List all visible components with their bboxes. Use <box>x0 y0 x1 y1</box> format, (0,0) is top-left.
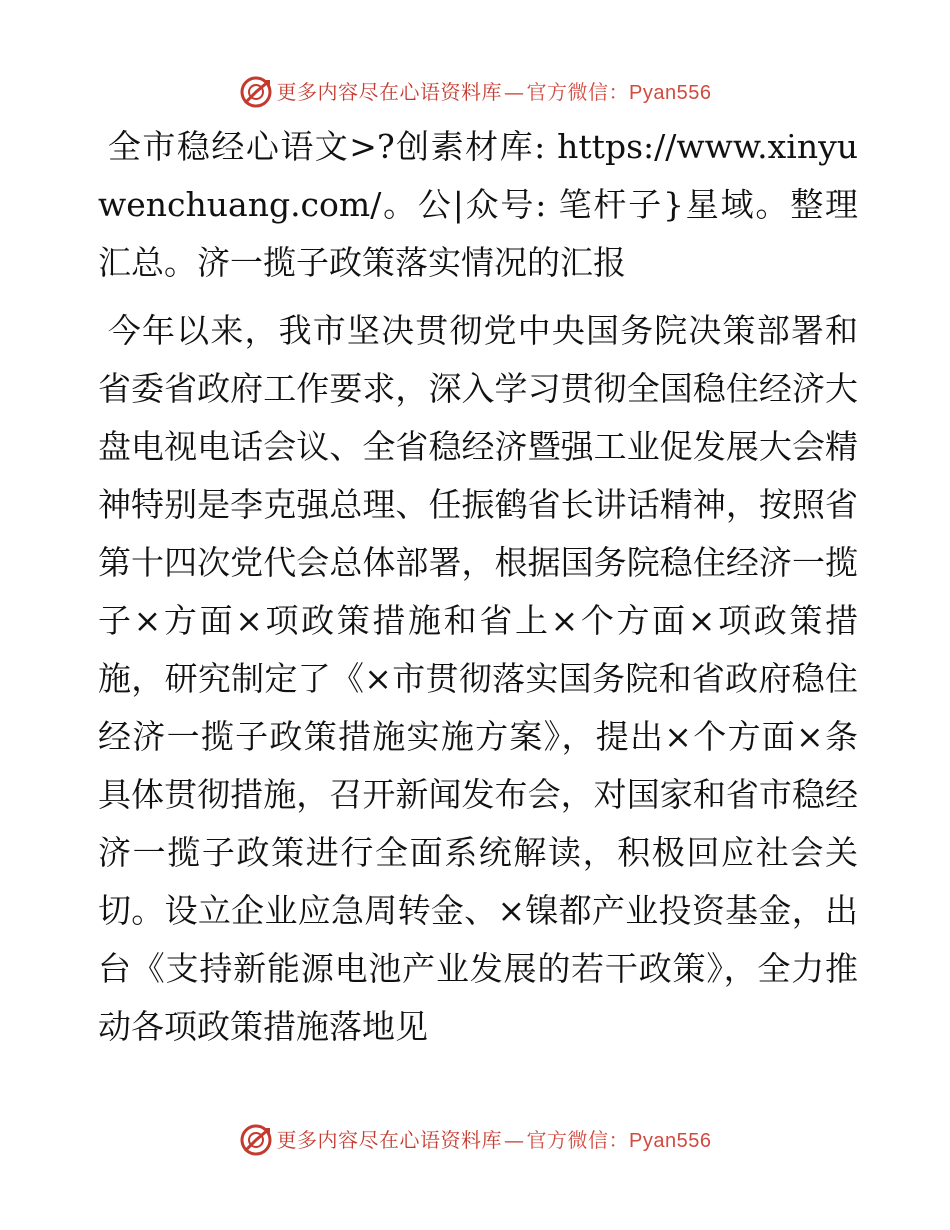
banner-slogan: 更多内容尽在心语资料库 <box>276 79 503 104</box>
banner-account: Pyan556 <box>629 81 712 104</box>
banner-text <box>277 72 712 113</box>
footer-separator: — <box>504 1127 525 1152</box>
footer-slogan: 更多内容尽在心语资料库 <box>276 1127 503 1152</box>
paragraph-1 <box>98 118 858 292</box>
footer-wechat-label: 官方微信： <box>526 1127 630 1152</box>
paragraph-2-text: 今年以来，我市坚决贯彻党中央国务院决策部署和省委省政府工作要求，深入学习贯彻全国稳住经济大盘电视电话会议、全省稳经济暨强工业促发展大会精神特别是李克强总理、任振鹤省长讲话精神，按照省第十四次党代会总体部署，根据国务院稳住经济一揽子×方面×项政策措施和省上×个方面×项政策措施，研究制定了《×市贯彻落实国务院和省政府稳住经济一揽子政策措施实施方案》，提出×个方面×条具体贯彻措施，召开新闻发布会，对国家和省市稳经济一揽子政策进行全面系统解读，积极回应社会关切。设立企业应急周转金、×镍都产业投资基金，出台《支持新能源电池产业发展的若干政策》，全力推动各项政策措施落地见 <box>98 311 858 1046</box>
banner-separator: — <box>504 79 525 104</box>
brand-logo-icon <box>239 75 273 109</box>
footer-banner <box>0 1120 950 1160</box>
footer-account: Pyan556 <box>629 1129 712 1152</box>
banner-wechat-label: 官方微信： <box>526 79 630 104</box>
header-banner <box>0 72 950 112</box>
paragraph-2 <box>98 302 858 1056</box>
paragraph-1-text: 全市稳经心语文>?创素材库: https://www.xinyuwenchuang.com/。公|众号: 笔杆子}星域。整理汇总。济一揽子政策落实情况的汇报 <box>98 127 858 282</box>
brand-logo-icon <box>239 1123 273 1157</box>
footer-banner-text <box>277 1120 712 1161</box>
document-body <box>98 118 858 1056</box>
